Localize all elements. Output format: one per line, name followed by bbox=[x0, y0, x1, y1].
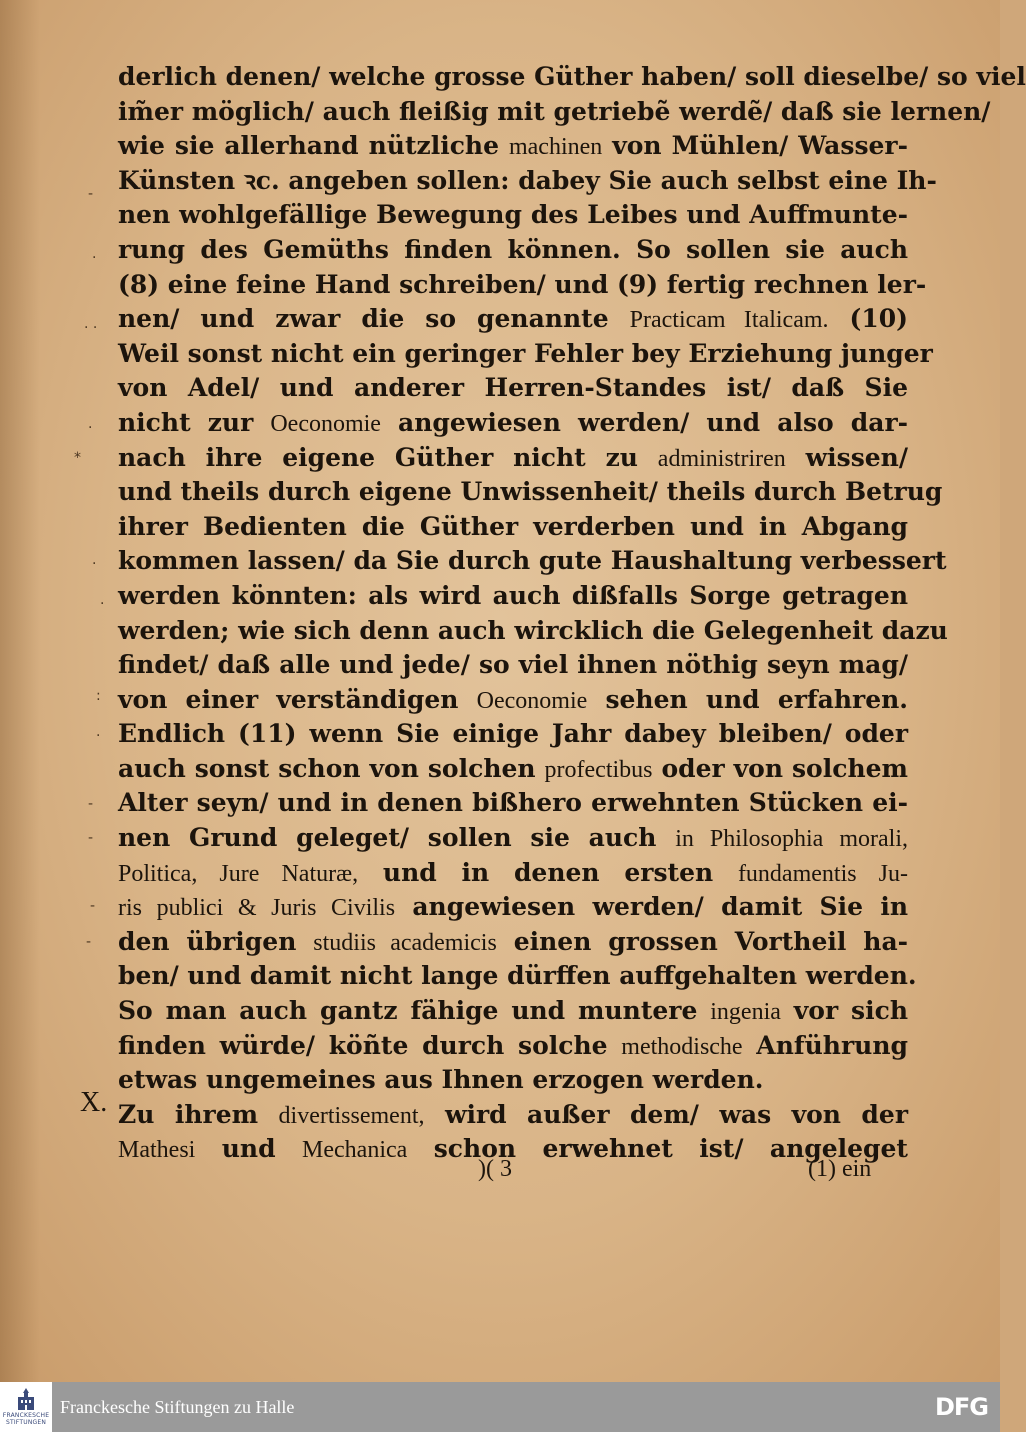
text-run: oder von solchem bbox=[652, 753, 908, 783]
text-run: kommen lassen/ da Sie durch gute Haushaltung verbessert bbox=[118, 546, 947, 576]
text-run: Zu ihrem bbox=[118, 1099, 279, 1129]
text-line bbox=[118, 959, 917, 994]
margin-dot: · bbox=[92, 556, 97, 572]
text-run: vor sich bbox=[780, 996, 909, 1026]
text-run: und in denen ersten bbox=[358, 857, 738, 887]
text-line bbox=[118, 544, 947, 579]
latin-term: machinen bbox=[508, 134, 603, 161]
signature-mark: )( 3 bbox=[478, 1156, 512, 1182]
text-run: rung des Gemüths finden können. So sollen sie auch bbox=[118, 234, 908, 264]
text-line bbox=[118, 683, 908, 718]
text-line bbox=[118, 510, 908, 545]
text-line bbox=[118, 1063, 908, 1098]
text-run: derlich denen/ welche grosse Güther haben/ soll dieselbe/ so viel bbox=[118, 62, 1026, 91]
text-run: und bbox=[195, 1134, 303, 1164]
text-run: Anführung bbox=[742, 1030, 908, 1060]
text-line bbox=[118, 441, 908, 476]
text-line bbox=[118, 371, 908, 406]
text-run: von einer verständigen bbox=[118, 684, 477, 714]
text-run: nen wohlgefällige Bewegung des Leibes und Auffmunte- bbox=[118, 200, 908, 230]
text-run: Alter seyn/ und in denen bißhero erwehnten Stücken ei- bbox=[118, 788, 908, 818]
text-run: (10) bbox=[828, 304, 908, 334]
latin-term: divertissement, bbox=[278, 1102, 425, 1129]
dfg-logo: DFG bbox=[934, 1393, 988, 1421]
catchword: (1) ein bbox=[808, 1156, 872, 1182]
text-line bbox=[118, 164, 937, 199]
institution-logo[interactable] bbox=[0, 1382, 52, 1432]
margin-dot: · bbox=[88, 420, 93, 436]
margin-dot: : bbox=[96, 688, 101, 704]
latin-term: profectibus bbox=[544, 756, 653, 783]
latin-term: studiis academicis bbox=[313, 929, 497, 956]
latin-term: methodische bbox=[621, 1033, 743, 1060]
text-run: angewiesen werden/ damit Sie in bbox=[395, 892, 908, 922]
margin-dot: - bbox=[88, 796, 94, 812]
text-run: Weil sonst nicht ein geringer Fehler bey Erziehung junger bbox=[118, 338, 933, 368]
text-run: von Mühlen/ Wasser- bbox=[602, 131, 908, 161]
margin-dot: * bbox=[74, 450, 81, 466]
text-run: den übrigen bbox=[118, 926, 314, 956]
latin-term: Politica, Jure Naturæ, bbox=[118, 860, 359, 887]
text-line bbox=[118, 475, 943, 510]
text-line bbox=[118, 890, 908, 925]
building-icon bbox=[16, 1388, 36, 1410]
institution-name: Franckesche Stiftungen zu Halle bbox=[60, 1397, 295, 1417]
text-line bbox=[118, 337, 933, 372]
text-line bbox=[118, 614, 948, 649]
text-line bbox=[118, 856, 908, 891]
text-line bbox=[118, 821, 908, 856]
text-run: nach ihre eigene Güther nicht zu bbox=[118, 442, 658, 472]
text-run: werden; wie sich denn auch wircklich die Gelegenheit dazu bbox=[118, 615, 948, 645]
text-line bbox=[118, 786, 908, 821]
margin-dot: - bbox=[90, 898, 96, 914]
text-run: finden würde/ köñte durch solche bbox=[118, 1030, 622, 1060]
latin-term: administriren bbox=[657, 445, 786, 472]
text-run: wird außer dem/ was von der bbox=[424, 1099, 908, 1129]
viewer-footer bbox=[0, 1382, 1000, 1432]
text-run: findet/ daß alle und jede/ so viel ihnen nöthig seyn mag/ bbox=[118, 650, 908, 680]
text-line bbox=[118, 648, 908, 683]
text-line bbox=[118, 129, 908, 164]
latin-term: Practicam Italicam. bbox=[629, 307, 829, 334]
text-line bbox=[118, 268, 927, 303]
body-text bbox=[118, 60, 1026, 1167]
text-line bbox=[118, 60, 1026, 95]
text-line bbox=[118, 1098, 908, 1133]
text-run: (8) eine feine Hand schreiben/ und (9) fertig rechnen ler- bbox=[118, 269, 927, 299]
text-run: im̃er möglich/ auch fleißig mit getriebẽ werdẽ/ daß sie lernen/ bbox=[118, 96, 991, 126]
latin-term: Oeconomie bbox=[270, 410, 381, 437]
text-line bbox=[118, 198, 908, 233]
text-line bbox=[118, 95, 991, 130]
margin-dot: - bbox=[88, 830, 94, 846]
text-line bbox=[118, 579, 908, 614]
text-run: schon erwehnet ist/ angeleget bbox=[407, 1134, 908, 1164]
text-run: etwas ungemeines aus Ihnen erzogen werden. bbox=[118, 1065, 764, 1095]
text-line bbox=[118, 752, 908, 787]
margin-dot: · · bbox=[84, 320, 98, 336]
latin-term: in Philosophia morali, bbox=[675, 826, 908, 853]
text-run: einen grossen Vortheil ha- bbox=[496, 926, 909, 956]
margin-dot: - bbox=[86, 934, 92, 950]
latin-term: fundamentis Ju- bbox=[737, 860, 908, 887]
margin-dot: · bbox=[92, 250, 97, 266]
latin-term: Oeconomie bbox=[476, 687, 588, 714]
margin-dot: - bbox=[88, 186, 94, 202]
text-run: nen/ und zwar die so genannte bbox=[118, 304, 630, 334]
latin-term: ingenia bbox=[710, 999, 781, 1026]
text-run: nicht zur bbox=[118, 407, 271, 437]
text-run: und theils durch eigene Unwissenheit/ theils durch Betrug bbox=[118, 477, 943, 507]
text-run: von Adel/ und anderer Herren-Standes ist/ daß Sie bbox=[118, 373, 908, 403]
text-run: wissen/ bbox=[785, 442, 908, 472]
text-run: angewiesen werden/ und also dar- bbox=[380, 407, 908, 437]
text-line bbox=[118, 994, 908, 1029]
text-run: nen Grund geleget/ sollen sie auch bbox=[118, 823, 676, 853]
text-run: wie sie allerhand nützliche bbox=[118, 131, 509, 161]
text-line bbox=[118, 406, 908, 441]
text-run: ben/ und damit nicht lange dürffen auffgehalten werden. bbox=[118, 961, 917, 991]
latin-term: ris publici & Juris Civilis bbox=[118, 895, 396, 922]
text-run: auch sonst schon von solchen bbox=[118, 753, 545, 783]
paragraph-number: X. bbox=[80, 1087, 108, 1118]
text-line bbox=[118, 717, 908, 752]
margin-dot: · bbox=[96, 728, 101, 744]
latin-term: Mechanica bbox=[302, 1137, 408, 1164]
text-line bbox=[118, 1029, 908, 1064]
text-line bbox=[118, 233, 908, 268]
margin-dot: . bbox=[100, 592, 105, 608]
text-run: sehen und erfahren. bbox=[587, 684, 908, 714]
text-run: werden könnten: als wird auch dißfalls Sorge getragen bbox=[118, 580, 908, 610]
text-line bbox=[118, 1132, 908, 1167]
text-run: ihrer Bedienten die Güther verderben und in Abgang bbox=[118, 511, 908, 541]
text-run: Endlich (11) wenn Sie einige Jahr dabey bleiben/ oder bbox=[118, 719, 908, 749]
logo-text: FRANCKESCHE STIFTUNGEN bbox=[2, 1412, 50, 1426]
text-line bbox=[118, 302, 908, 337]
latin-term: Mathesi bbox=[118, 1137, 196, 1164]
text-run: Künsten ꝛc. angeben sollen: dabey Sie auch selbst eine Ih- bbox=[118, 165, 937, 195]
text-run: So man auch gantz fähige und muntere bbox=[118, 996, 711, 1026]
text-line bbox=[118, 925, 908, 960]
